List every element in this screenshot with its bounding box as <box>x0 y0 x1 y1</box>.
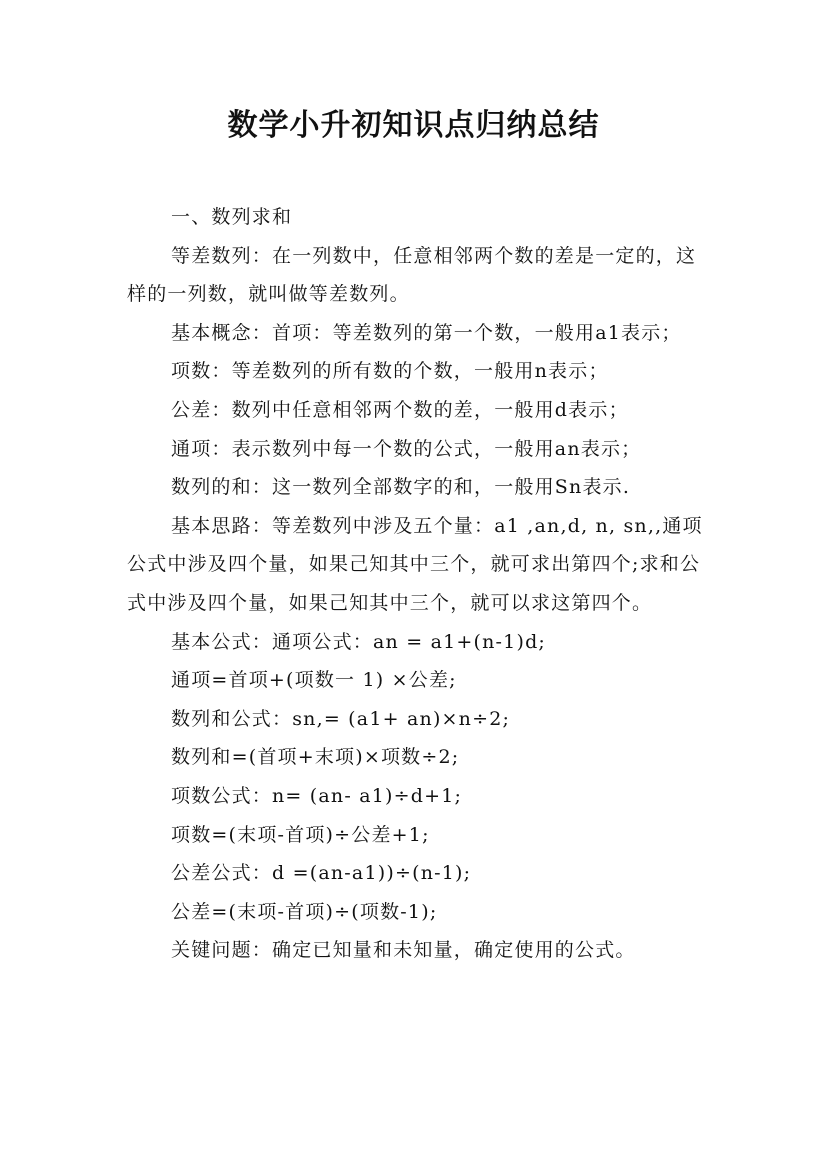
section-heading: 一、数列求和 <box>171 206 293 228</box>
formula-line: 通项=首项+(项数一 1) ×公差; <box>171 669 457 692</box>
paragraph: 等差数列：在一列数中，任意相邻两个数的差是一定的，这样的一列数，就叫做等差数列。 <box>127 244 697 306</box>
formula-line: 项数=(末项-首项)÷公差+1; <box>171 823 430 846</box>
paragraph: 公差：数列中任意相邻两个数的差，一般用d表示； <box>171 398 629 421</box>
paragraph: 基本概念：首项：等差数列的第一个数，一般用a1表示； <box>171 321 682 344</box>
document-body <box>127 198 705 970</box>
paragraph: 基本思路：等差数列中涉及五个量：a1 ,an,d, n, sn,,通项公式中涉及四个量，如果己知其中三个，就可求出第四个;求和公式中涉及四个量，如果己知其中三个，就可以求这第四个。 <box>127 514 703 614</box>
paragraph: 通项：表示数列中每一个数的公式，一般用an表示； <box>171 437 642 460</box>
document-title: 数学小升初知识点归纳总结 <box>227 108 600 143</box>
formula-line: 项数公式：n= (an- a1)÷d+1; <box>171 784 463 807</box>
formula-line: 基本公式：通项公式：an = a1+(n-1)d; <box>171 630 547 653</box>
paragraph: 关键问题：确定已知量和未知量，确定使用的公式。 <box>171 939 636 962</box>
paragraph: 项数：等差数列的所有数的个数，一般用n表示； <box>171 360 609 383</box>
paragraph: 数列的和：这一数列全部数字的和，一般用Sn表示. <box>171 476 631 499</box>
formula-line: 数列和=(首项+末项)×项数÷2; <box>171 746 460 769</box>
formula-line: 公差=(末项-首项)÷(项数-1); <box>171 900 438 923</box>
formula-line: 公差公式：d =(an-a1))÷(n-1); <box>171 862 472 885</box>
formula-line: 数列和公式：sn,= (a1+ an)×n÷2; <box>171 707 511 730</box>
